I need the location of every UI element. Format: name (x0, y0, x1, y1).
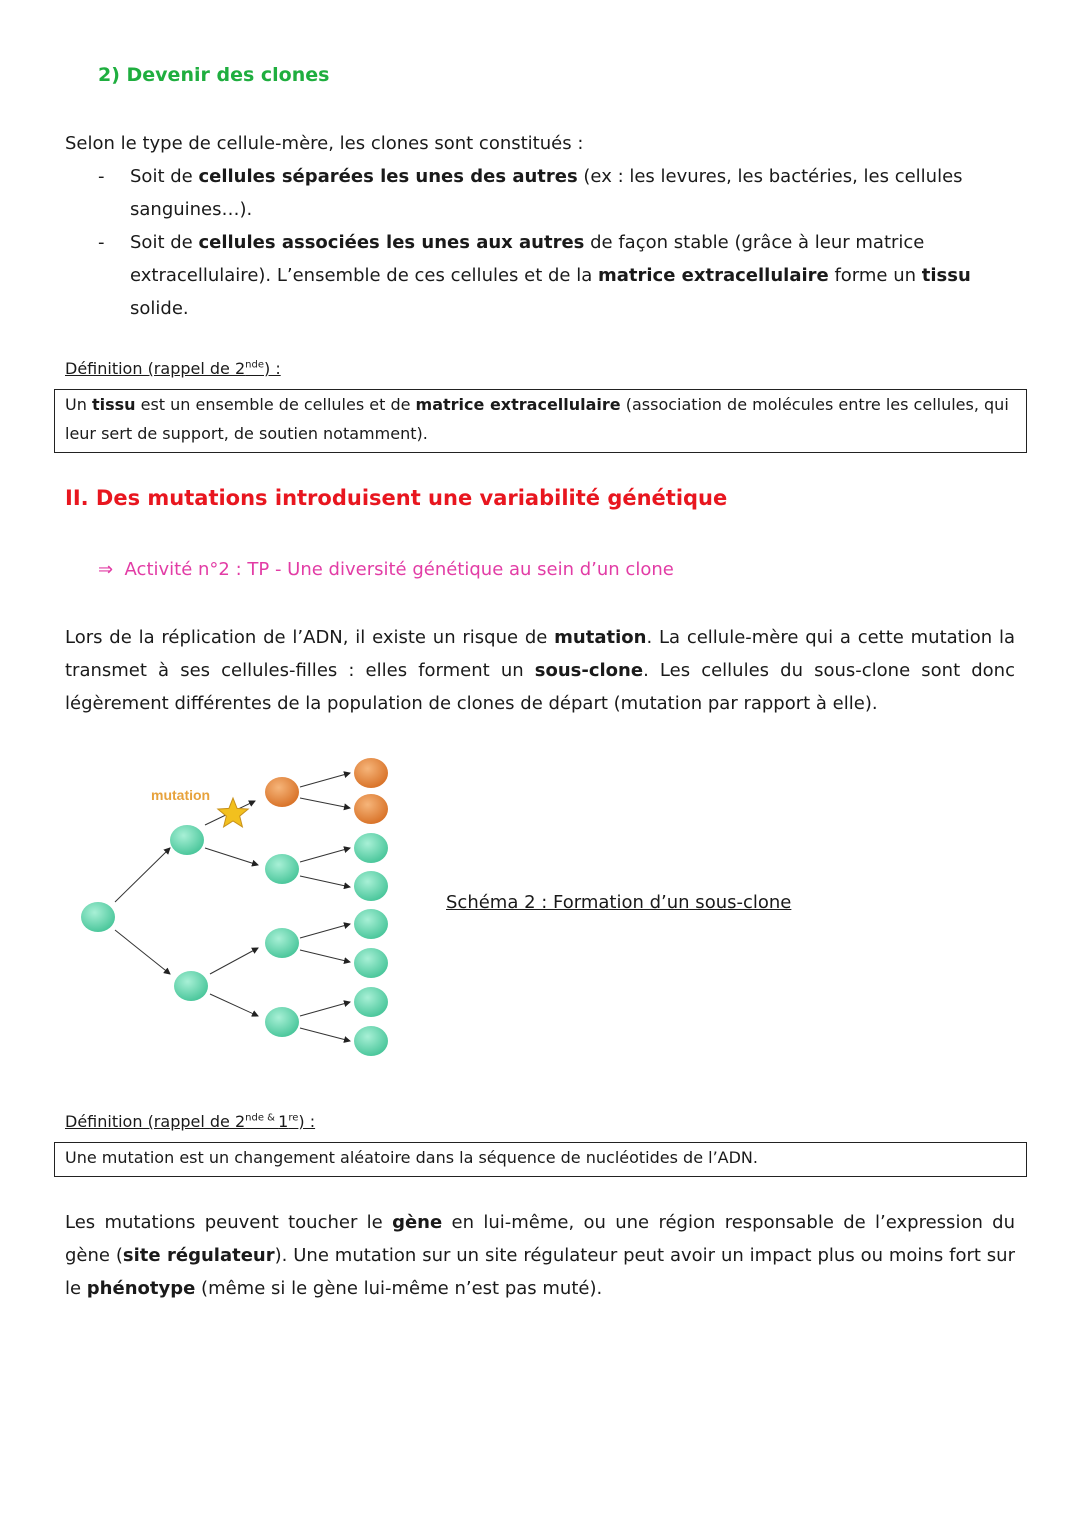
cell (265, 854, 299, 884)
mutation-label: mutation (151, 787, 211, 803)
cell-mother (81, 902, 115, 932)
replication-paragraph: Lors de la réplication de l’ADN, il existe un risque de mutation. La cellule-mère qui a cette mutation la transmet à ses cellules-filles : elles forment un sous-clone. Les cellules du sous-clone sont donc légèrement différentes de la population de clones de départ (mutation par rapport à elle). (65, 627, 1015, 714)
clone-types-list (98, 160, 998, 325)
list-item: - Soit de cellules associées les unes aux autres de façon stable (grâce à leur matrice extracellulaire). L’ensemble de ces cellules et de la matrice extracellulaire forme un tissu solide. (98, 226, 998, 325)
definition-label: Définition (rappel de $2^{nde \&}$ 1re) : (65, 1112, 316, 1131)
mutations-paragraph: Les mutations peuvent toucher le gène en lui-même, ou une région responsable de l’expression du gène (site régulateur). Une mutation sur un site régulateur peut avoir un impact plus ou moins fort sur le phénotype (même si le gène lui-même n’est pas muté). (65, 1212, 1016, 1299)
cell-mutant (354, 794, 388, 824)
arrow-icon: ⇒ (98, 559, 114, 580)
definition-box-mutation: Une mutation est un changement aléatoire dans la séquence de nucléotides de l’ADN. (54, 1142, 1027, 1177)
cell (354, 909, 388, 939)
definition-box-tissu: Un tissu est un ensemble de cellules et de matrice extracellulaire (association de molécules entre les cellules, qui leur sert de support, de soutien notamment). (54, 389, 1027, 453)
cell-daughter (170, 825, 204, 855)
section-title: 2) Devenir des clones (98, 64, 330, 86)
cell (354, 1026, 388, 1056)
bullet-dash: - (98, 166, 105, 187)
cell (354, 833, 388, 863)
cell (265, 1007, 299, 1037)
subclone-diagram (70, 752, 410, 1062)
cell (265, 928, 299, 958)
definition-label: Définition (rappel de 2nde) : (65, 359, 281, 378)
cell (354, 948, 388, 978)
schema-caption: Schéma 2 : Formation d’un sous-clone (446, 892, 792, 913)
cell-daughter (174, 971, 208, 1001)
cell-mutant (265, 777, 299, 807)
cell (354, 871, 388, 901)
activity-reference: ⇒ Activité n°2 : TP - Une diversité génétique au sein d’un clone (98, 559, 674, 580)
list-item: - Soit de cellules séparées les unes des autres (ex : les levures, les bactéries, les cellules sanguines…). (98, 160, 998, 226)
bullet-dash: - (98, 232, 105, 253)
part-heading: II. Des mutations introduisent une variabilité génétique (65, 486, 728, 510)
cell (354, 987, 388, 1017)
mutation-star-icon (218, 798, 248, 827)
cell-mutant (354, 758, 388, 788)
intro-lead: Selon le type de cellule-mère, les clones sont constitués : (65, 133, 584, 154)
